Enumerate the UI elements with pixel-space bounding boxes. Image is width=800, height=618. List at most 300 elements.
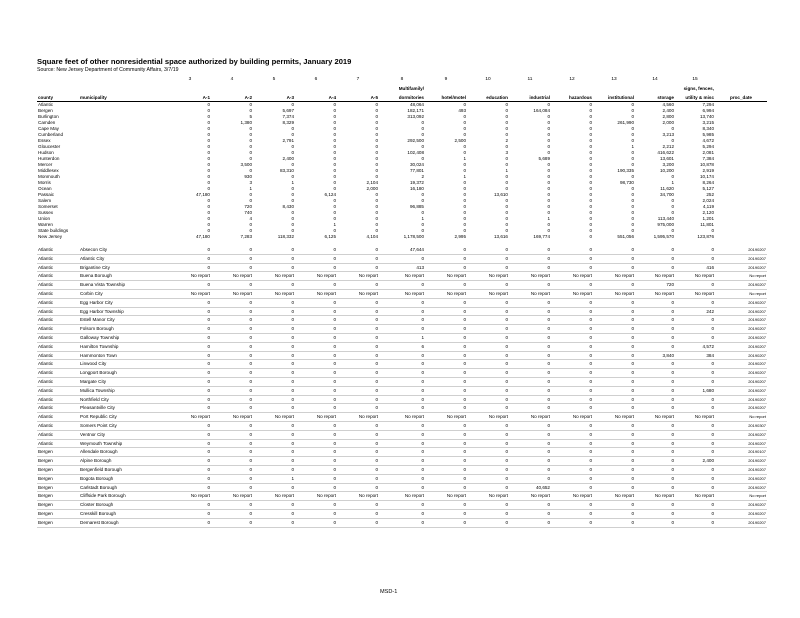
value-cell: 0 <box>337 457 379 466</box>
value-cell: 0 <box>375 204 378 209</box>
value-cell: 0 <box>169 465 211 474</box>
value-cell: 384 <box>675 351 715 360</box>
proc-date-cell: 20190207 <box>715 439 767 448</box>
value-cell: 0 <box>211 325 253 334</box>
value-cell: 0 <box>169 474 211 483</box>
value-cell: 0 <box>675 501 715 510</box>
value-cell: 242 <box>675 307 715 316</box>
value-cell: 0 <box>467 457 509 466</box>
value-cell: 0 <box>551 430 593 439</box>
value-cell: 0 <box>425 501 467 510</box>
value-cell: 6 <box>379 342 425 351</box>
proc-date-cell: 20190207 <box>715 386 767 395</box>
blank-cell <box>79 84 169 92</box>
value-cell: No report <box>675 492 715 501</box>
value-cell: 0 <box>207 186 210 191</box>
value-cell: 0 <box>211 448 253 457</box>
value-cell: 0 <box>169 246 211 254</box>
value-cell: 118,332 <box>277 234 294 239</box>
value-cell: 47,180 <box>195 234 210 239</box>
county-name: Gloucester <box>38 144 61 149</box>
value-cell: 0 <box>375 168 378 173</box>
value-cell: 0 <box>375 228 378 233</box>
value-cell: 0 <box>211 386 253 395</box>
value-cell: 0 <box>509 254 551 263</box>
county-cell: Atlantic <box>37 333 79 342</box>
value-cell: 2 <box>505 138 508 143</box>
value-cell: 0 <box>207 126 210 131</box>
value-cell: 3 <box>249 180 252 185</box>
value-cell: 0 <box>589 114 592 119</box>
municipality-cell: Hammonton Town <box>79 351 169 360</box>
value-cell: 0 <box>593 360 635 369</box>
value-cell: 0 <box>425 377 467 386</box>
municipality-cell: Cliffside Park Borough <box>79 492 169 501</box>
value-cell: 0 <box>295 474 337 483</box>
value-cell: 0 <box>337 325 379 334</box>
value-cell: 0 <box>379 298 425 307</box>
proc-date-cell: 20190207 <box>715 404 767 413</box>
column-header-top: signs, fences, <box>683 86 714 91</box>
value-cell: 0 <box>291 162 294 167</box>
value-cell: 0 <box>467 246 509 254</box>
value-cell: 0 <box>295 246 337 254</box>
value-cell: 0 <box>295 395 337 404</box>
value-cell: 0 <box>711 228 714 233</box>
value-cell: 0 <box>589 150 592 155</box>
value-cell: 1 <box>671 180 674 185</box>
value-cell: 0 <box>635 298 675 307</box>
value-cell: 0 <box>509 369 551 378</box>
value-cell: 0 <box>631 204 634 209</box>
page-footer: MSD-1 <box>380 589 398 595</box>
value-cell: 0 <box>589 168 592 173</box>
value-cell: 2,400 <box>662 108 674 113</box>
column-header-top <box>169 84 211 92</box>
value-cell: 0 <box>463 198 466 203</box>
value-cell: 0 <box>333 138 336 143</box>
value-cell: 3,200 <box>662 162 674 167</box>
value-cell: 11,801 <box>700 222 714 227</box>
table-row <box>37 474 767 483</box>
proc-date-cell: 20190207 <box>715 263 767 272</box>
value-cell: 0 <box>379 404 425 413</box>
value-cell: 0 <box>463 126 466 131</box>
value-cell: 0 <box>253 501 295 510</box>
value-cell: 0 <box>333 174 336 179</box>
value-cell: 0 <box>463 144 466 149</box>
value-cell: 0 <box>425 360 467 369</box>
value-cell: 0 <box>589 222 592 227</box>
value-cell: 0 <box>337 360 379 369</box>
value-cell: 0 <box>169 342 211 351</box>
table-row <box>37 448 767 457</box>
column-number: 8 <box>400 76 404 82</box>
value-cell: 0 <box>463 216 466 221</box>
column-number: 10 <box>485 76 491 82</box>
value-cell: 0 <box>425 281 467 290</box>
value-cell: 0 <box>375 216 378 221</box>
value-cell: 0 <box>425 421 467 430</box>
value-cell: 0 <box>467 430 509 439</box>
value-cell: 0 <box>253 281 295 290</box>
value-cell: 0 <box>593 421 635 430</box>
table-row <box>37 307 767 316</box>
value-cell: 0 <box>211 307 253 316</box>
value-cell: 0 <box>635 377 675 386</box>
value-cell: 0 <box>207 168 210 173</box>
value-cell: 2,791 <box>282 138 294 143</box>
value-cell: 0 <box>249 228 252 233</box>
county-name: Atlantic <box>38 102 54 107</box>
value-cell: 0 <box>425 246 467 254</box>
value-cell: 0 <box>337 501 379 510</box>
value-cell: 0 <box>295 351 337 360</box>
value-cell: 0 <box>635 430 675 439</box>
value-cell: 0 <box>253 465 295 474</box>
proc-date-cell: 20190307 <box>715 421 767 430</box>
municipality-cell: Corbin City <box>79 289 169 298</box>
value-cell: 0 <box>463 210 466 215</box>
value-cell: 1 <box>253 474 295 483</box>
proc-date-cell: 20190207 <box>715 316 767 325</box>
value-cell: 0 <box>333 162 336 167</box>
county-cell: Bergen <box>37 518 79 527</box>
value-cell: 169,774 <box>533 234 550 239</box>
value-cell: 0 <box>337 369 379 378</box>
value-cell: 0 <box>551 465 593 474</box>
value-cell: 0 <box>253 254 295 263</box>
value-cell: No report <box>379 289 425 298</box>
value-cell: 0 <box>333 210 336 215</box>
value-cell: 0 <box>671 228 674 233</box>
value-cell: 2,800 <box>662 114 674 119</box>
table-row <box>37 289 767 298</box>
value-cell: 0 <box>671 126 674 131</box>
table-row <box>37 501 767 510</box>
proc-date-cell: No report <box>715 272 767 281</box>
proc-date-cell: 20190207 <box>715 342 767 351</box>
value-cell: No report <box>169 289 211 298</box>
value-cell: 0 <box>425 386 467 395</box>
value-cell: No report <box>509 413 551 422</box>
value-cell: 0 <box>207 162 210 167</box>
value-cell: 0 <box>253 457 295 466</box>
value-cell: 0 <box>547 162 550 167</box>
value-cell: 0 <box>635 448 675 457</box>
municipality-cell: Absecon City <box>79 246 169 254</box>
value-cell: 0 <box>547 204 550 209</box>
municipality-cell: Pleasantville City <box>79 404 169 413</box>
value-cell: 0 <box>249 150 252 155</box>
value-cell: 0 <box>589 108 592 113</box>
value-cell: 0 <box>295 316 337 325</box>
value-cell: 0 <box>375 198 378 203</box>
value-cell: 0 <box>463 150 466 155</box>
value-cell: 0 <box>551 439 593 448</box>
blank-cell <box>37 84 79 92</box>
value-cell: 0 <box>169 518 211 527</box>
value-cell: 0 <box>509 509 551 518</box>
county-cell: Atlantic <box>37 430 79 439</box>
column-header: A-4 <box>295 92 337 102</box>
county-name: New Jersey <box>38 234 62 239</box>
value-cell: 0 <box>467 474 509 483</box>
value-cell: 0 <box>509 377 551 386</box>
value-cell: 0 <box>249 168 252 173</box>
value-cell: 0 <box>291 102 294 107</box>
value-cell: 0 <box>169 360 211 369</box>
municipality-cell: Ventnor City <box>79 430 169 439</box>
value-cell: 0 <box>551 509 593 518</box>
value-cell: 0 <box>593 307 635 316</box>
table-row <box>37 465 767 474</box>
table-row <box>37 298 767 307</box>
value-cell: 0 <box>169 457 211 466</box>
county-name: Salem <box>38 198 52 203</box>
value-cell: 0 <box>295 307 337 316</box>
value-cell: 0 <box>505 222 508 227</box>
value-cell: 0 <box>631 222 634 227</box>
value-cell: 0 <box>295 325 337 334</box>
value-cell: No report <box>337 492 379 501</box>
value-cell: 0 <box>333 168 336 173</box>
column-number: 13 <box>611 76 617 82</box>
value-cell: 0 <box>551 386 593 395</box>
proc-date-cell: 20190207 <box>715 430 767 439</box>
value-cell: 0 <box>425 483 467 492</box>
value-cell: 0 <box>379 369 425 378</box>
value-cell: 0 <box>421 192 424 197</box>
value-cell: 0 <box>291 198 294 203</box>
value-cell: 0 <box>211 483 253 492</box>
table-row <box>37 246 767 254</box>
value-cell: 3,500 <box>240 162 252 167</box>
value-cell: 0 <box>207 156 210 161</box>
value-cell: 6,994 <box>702 108 714 113</box>
value-cell: 0 <box>635 307 675 316</box>
value-cell: 0 <box>211 246 253 254</box>
value-cell: 0 <box>675 360 715 369</box>
value-cell: 0 <box>375 192 378 197</box>
value-cell: 0 <box>505 156 508 161</box>
column-number: 11 <box>527 76 533 82</box>
value-cell: 252 <box>706 192 714 197</box>
value-cell: 0 <box>467 465 509 474</box>
value-cell: 0 <box>505 198 508 203</box>
value-cell: 0 <box>589 216 592 221</box>
value-cell: 0 <box>593 483 635 492</box>
value-cell: 0 <box>675 509 715 518</box>
column-number-row <box>37 75 767 84</box>
value-cell: 0 <box>593 377 635 386</box>
value-cell: 0 <box>589 210 592 215</box>
value-cell: 0 <box>169 509 211 518</box>
value-cell: 2,000 <box>366 186 378 191</box>
county-name: State buildings <box>38 228 69 233</box>
value-cell: 6,125 <box>324 234 336 239</box>
value-cell: No report <box>379 272 425 281</box>
value-cell: 0 <box>675 281 715 290</box>
value-cell: 0 <box>671 198 674 203</box>
value-cell: No report <box>379 413 425 422</box>
value-cell: 0 <box>547 180 550 185</box>
value-cell: 0 <box>593 457 635 466</box>
value-cell: 1 <box>249 186 252 191</box>
value-cell: No report <box>635 272 675 281</box>
value-cell: 0 <box>463 120 466 125</box>
value-cell: 0 <box>253 386 295 395</box>
value-cell: 1 <box>631 144 634 149</box>
value-cell: 0 <box>551 483 593 492</box>
proc-date-cell: 20190207 <box>715 501 767 510</box>
value-cell: 0 <box>505 180 508 185</box>
value-cell: 0 <box>295 501 337 510</box>
value-cell: 0 <box>551 254 593 263</box>
column-number: 7 <box>356 76 360 82</box>
table-row <box>37 263 767 272</box>
value-cell: 0 <box>505 114 508 119</box>
county-cell: Bergen <box>37 457 79 466</box>
value-cell: 0 <box>169 333 211 342</box>
report-title: Square feet of other nonresidential space authorized by building permits, January 2019 <box>37 57 352 66</box>
value-cell: 0 <box>635 457 675 466</box>
value-cell: 0 <box>589 132 592 137</box>
value-cell: 0 <box>375 132 378 137</box>
value-cell: 0 <box>207 204 210 209</box>
value-cell: 0 <box>211 439 253 448</box>
value-cell: 0 <box>295 439 337 448</box>
value-cell: 0 <box>375 144 378 149</box>
value-cell: 0 <box>207 198 210 203</box>
value-cell: 0 <box>589 126 592 131</box>
value-cell: 0 <box>169 351 211 360</box>
value-cell: 83,310 <box>279 168 294 173</box>
value-cell: 0 <box>379 325 425 334</box>
value-cell: 0 <box>253 395 295 404</box>
value-cell: 0 <box>337 246 379 254</box>
report-source: Source: New Jersey Department of Community Affairs, 3/7/19 <box>37 67 179 73</box>
value-cell: 0 <box>675 325 715 334</box>
value-cell: 0 <box>589 138 592 143</box>
value-cell: 3,215 <box>702 120 714 125</box>
municipality-cell: Weymouth Township <box>79 439 169 448</box>
municipality-cell: Egg Harbor City <box>79 298 169 307</box>
value-cell: 0 <box>291 192 294 197</box>
value-cell: 0 <box>463 162 466 167</box>
value-cell: 0 <box>211 360 253 369</box>
county-cell: Bergen <box>37 448 79 457</box>
value-cell: 0 <box>333 204 336 209</box>
value-cell: 0 <box>169 254 211 263</box>
proc-date-cell: No report <box>715 289 767 298</box>
county-cell: Atlantic <box>37 439 79 448</box>
value-cell: 0 <box>291 150 294 155</box>
value-cell: 0 <box>425 439 467 448</box>
value-cell: 0 <box>295 369 337 378</box>
value-cell: 0 <box>425 448 467 457</box>
value-cell: 0 <box>379 465 425 474</box>
value-cell: 0 <box>337 316 379 325</box>
value-cell: 5,127 <box>702 186 714 191</box>
value-cell: 0 <box>631 228 634 233</box>
table-row <box>37 281 767 290</box>
county-name: Sussex <box>38 210 54 215</box>
value-cell: No report <box>551 289 593 298</box>
value-cell: 0 <box>463 192 466 197</box>
column-number: 14 <box>652 76 658 82</box>
value-cell: 0 <box>211 254 253 263</box>
value-cell: 0 <box>337 263 379 272</box>
value-cell: 0 <box>675 316 715 325</box>
value-cell: 0 <box>505 108 508 113</box>
value-cell: 0 <box>509 307 551 316</box>
value-cell: 113,440 <box>657 216 674 221</box>
column-number: 9 <box>444 76 448 82</box>
value-cell: 1,380 <box>240 120 252 125</box>
value-cell: 13,601 <box>659 156 674 161</box>
value-cell: 0 <box>505 210 508 215</box>
value-cell: 0 <box>379 281 425 290</box>
column-header: education <box>467 92 509 102</box>
value-cell: 0 <box>207 108 210 113</box>
municipality-cell: Cresskill Borough <box>79 509 169 518</box>
value-cell: 164,084 <box>533 108 550 113</box>
value-cell: 0 <box>635 360 675 369</box>
value-cell: No report <box>593 413 635 422</box>
value-cell: 0 <box>675 369 715 378</box>
county-cell: Bergen <box>37 492 79 501</box>
value-cell: 6,124 <box>324 192 336 197</box>
value-cell: 0 <box>547 144 550 149</box>
column-number: 12 <box>569 76 575 82</box>
value-cell: 0 <box>253 263 295 272</box>
column-header-top <box>593 84 635 92</box>
value-cell: 0 <box>589 162 592 167</box>
proc-date-cell: 20190207 <box>715 377 767 386</box>
value-cell: 0 <box>593 465 635 474</box>
value-cell: 0 <box>671 204 674 209</box>
municipality-cell: Folsom Borough <box>79 325 169 334</box>
value-cell: 0 <box>253 509 295 518</box>
municipality-cell: Hamilton Township <box>79 342 169 351</box>
value-cell: 0 <box>635 316 675 325</box>
municipality-cell: Northfield City <box>79 395 169 404</box>
value-cell: 0 <box>207 174 210 179</box>
blank-cell <box>37 75 79 84</box>
value-cell: 0 <box>675 254 715 263</box>
county-cell: Atlantic <box>37 298 79 307</box>
value-cell: 0 <box>253 430 295 439</box>
value-cell: 0 <box>593 246 635 254</box>
value-cell: 0 <box>509 281 551 290</box>
county-name: Passaic <box>38 192 55 197</box>
value-cell: No report <box>253 413 295 422</box>
county-cell: Bergen <box>37 474 79 483</box>
county-cell: Atlantic <box>37 413 79 422</box>
value-cell: 0 <box>551 404 593 413</box>
value-cell: 0 <box>635 509 675 518</box>
value-cell: 0 <box>211 263 253 272</box>
column-header-top <box>551 84 593 92</box>
municipality-cell: Longport Borough <box>79 369 169 378</box>
value-cell: No report <box>593 492 635 501</box>
value-cell: 0 <box>211 404 253 413</box>
value-cell: 0 <box>421 120 424 125</box>
value-cell: 0 <box>593 509 635 518</box>
value-cell: 0 <box>211 430 253 439</box>
value-cell: 0 <box>635 246 675 254</box>
